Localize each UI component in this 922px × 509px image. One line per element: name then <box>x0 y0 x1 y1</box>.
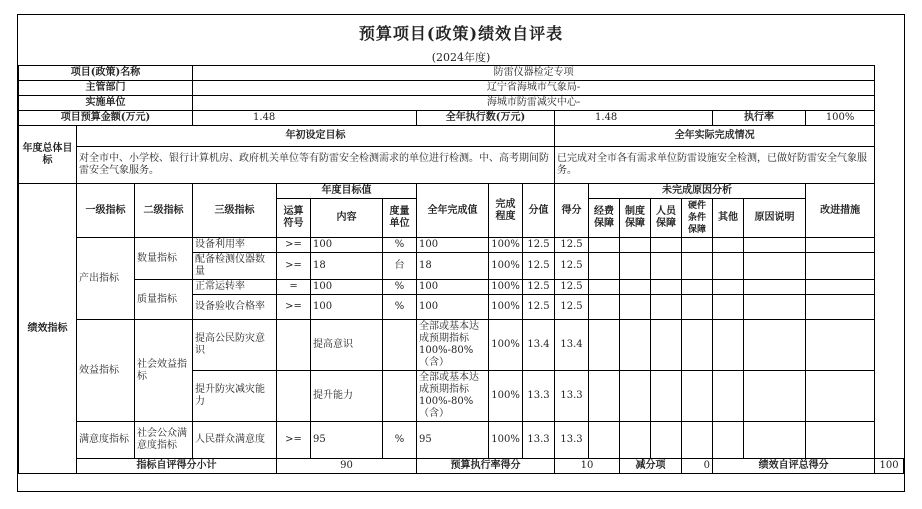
goal-section-label: 年度总体目标 <box>19 126 77 184</box>
indicator-unit: % <box>383 238 417 253</box>
indicator-value: 100 <box>417 238 489 253</box>
implementer-value: 海城市防雷减灾中心- <box>193 96 875 111</box>
goal-actual-label: 全年实际完成情况 <box>555 126 875 147</box>
budget-amount-value: 1.48 <box>193 111 417 126</box>
indicator-degree: 100% <box>489 280 523 295</box>
indicator-got: 13.4 <box>555 320 589 371</box>
header-r6: 原因说明 <box>744 199 806 238</box>
total-score-value: 100 <box>875 459 904 474</box>
indicator-score: 12.5 <box>523 238 555 253</box>
exec-rate-label: 执行率 <box>713 111 806 126</box>
indicator-unit: % <box>383 422 417 459</box>
indicator-l3: 配备检测仪器数量 <box>193 253 277 280</box>
department-label: 主管部门 <box>19 81 193 96</box>
indicator-op: >= <box>277 422 311 459</box>
header-r2: 制度保障 <box>620 199 651 238</box>
indicator-op <box>277 371 311 422</box>
row-goal-header <box>19 126 904 147</box>
project-name-value: 防雷仪器检定专项 <box>193 66 875 81</box>
indicator-score: 12.5 <box>523 253 555 280</box>
goal-actual-text: 已完成对全市各有需求单位防雷设施安全检测，已做好防雷安全气象服务。 <box>555 147 875 184</box>
indicator-l2: 社会公众满意度指标 <box>135 422 193 459</box>
header-r4: 硬件条件保障 <box>682 199 713 238</box>
indicator-unit: % <box>383 280 417 295</box>
indicator-score: 13.3 <box>523 371 555 422</box>
indicator-op <box>277 320 311 371</box>
indicator-degree: 100% <box>489 371 523 422</box>
header-level1: 一级指标 <box>77 184 135 238</box>
evaluation-table <box>18 65 904 474</box>
indicator-l2: 数量指标 <box>135 238 193 280</box>
indicator-got: 12.5 <box>555 253 589 280</box>
row-budget <box>19 111 904 126</box>
row-implementer <box>19 96 904 111</box>
indicator-l3: 设备利用率 <box>193 238 277 253</box>
header-fix: 改进措施 <box>806 184 875 238</box>
indicator-op: >= <box>277 253 311 280</box>
indicator-l2: 社会效益指标 <box>135 320 193 422</box>
indicator-value: 100 <box>417 295 489 320</box>
indicator-degree: 100% <box>489 253 523 280</box>
indicator-got: 12.5 <box>555 295 589 320</box>
header-op: 运算符号 <box>277 199 311 238</box>
indicator-op: = <box>277 280 311 295</box>
header-got: 得分 <box>555 184 589 238</box>
indicator-score: 13.4 <box>523 320 555 371</box>
indicator-unit <box>383 320 417 371</box>
goal-initial-label: 年初设定目标 <box>77 126 555 147</box>
indicator-unit: % <box>383 295 417 320</box>
table-row <box>19 422 904 459</box>
indicator-got: 13.3 <box>555 371 589 422</box>
indicator-value: 100 <box>417 280 489 295</box>
page-title: 预算项目(政策)绩效自评表 <box>358 24 564 43</box>
indicator-score: 12.5 <box>523 280 555 295</box>
header-level2: 二级指标 <box>135 184 193 238</box>
indicator-unit <box>383 371 417 422</box>
self-score-value: 90 <box>277 459 417 474</box>
indicator-got: 12.5 <box>555 238 589 253</box>
indicator-op: >= <box>277 295 311 320</box>
deduct-value: 0 <box>682 459 713 474</box>
indicator-l3: 人民群众满意度 <box>193 422 277 459</box>
indicator-content: 提升能力 <box>311 371 383 422</box>
header-r3: 人员保障 <box>651 199 682 238</box>
indicator-degree: 100% <box>489 320 523 371</box>
indicator-content: 100 <box>311 295 383 320</box>
indicator-degree: 100% <box>489 295 523 320</box>
indicator-l3: 提升防灾减灾能力 <box>193 371 277 422</box>
header-r1: 经费保障 <box>589 199 620 238</box>
header-degree: 完成程度 <box>489 184 523 238</box>
implementer-label: 实施单位 <box>19 96 193 111</box>
evaluation-sheet <box>17 14 905 492</box>
budget-amount-label: 项目预算金额(万元) <box>19 111 193 126</box>
header-level3: 三级指标 <box>193 184 277 238</box>
indicator-content: 100 <box>311 238 383 253</box>
department-value: 辽宁省海城市气象局- <box>193 81 875 96</box>
deduct-label: 减分项 <box>620 459 682 474</box>
indicator-l3: 提高公民防灾意识 <box>193 320 277 371</box>
indicator-unit: 台 <box>383 253 417 280</box>
indicator-op: >= <box>277 238 311 253</box>
indicator-content: 提高意识 <box>311 320 383 371</box>
year-label: (2024年度) <box>431 51 491 64</box>
indicator-value: 全部或基本达成预期指标100%-80%（含） <box>417 371 489 422</box>
row-goal-text <box>19 147 904 184</box>
row-department <box>19 81 904 96</box>
indicator-value: 全部或基本达成预期指标100%-80%（含） <box>417 320 489 371</box>
row-footer <box>19 459 904 474</box>
indicator-degree: 100% <box>489 238 523 253</box>
indicator-l3: 正常运转率 <box>193 280 277 295</box>
exec-amount-value: 1.48 <box>555 111 713 126</box>
perf-label: 绩效指标 <box>19 184 77 474</box>
row-header-1 <box>19 184 904 199</box>
indicator-content: 18 <box>311 253 383 280</box>
exec-score-value: 10 <box>555 459 620 474</box>
indicator-score: 12.5 <box>523 295 555 320</box>
indicator-value: 18 <box>417 253 489 280</box>
goal-initial-text: 对全市中、小学校、银行计算机房、政府机关单位等有防雷安全检测需求的单位进行检测。中、高考期间防雷安全气象服务。 <box>77 147 555 184</box>
indicator-content: 100 <box>311 280 383 295</box>
exec-rate-value: 100% <box>806 111 875 126</box>
header-unit: 度量单位 <box>383 199 417 238</box>
indicator-value: 95 <box>417 422 489 459</box>
table-row <box>19 280 904 295</box>
indicator-l1: 产出指标 <box>77 238 135 320</box>
indicator-score: 13.3 <box>523 422 555 459</box>
project-name-label: 项目(政策)名称 <box>19 66 193 81</box>
indicator-l1: 满意度指标 <box>77 422 135 459</box>
indicator-content: 95 <box>311 422 383 459</box>
table-row <box>19 320 904 371</box>
indicator-degree: 100% <box>489 422 523 459</box>
indicator-l1: 效益指标 <box>77 320 135 422</box>
row-project-name <box>19 66 904 81</box>
exec-score-label: 预算执行率得分 <box>417 459 555 474</box>
header-reason-group: 未完成原因分析 <box>589 184 806 199</box>
header-target-group: 年度目标值 <box>277 184 417 199</box>
self-score-label: 指标自评得分小计 <box>77 459 277 474</box>
header-score: 分值 <box>523 184 555 238</box>
indicator-got: 12.5 <box>555 280 589 295</box>
indicator-l2: 质量指标 <box>135 280 193 320</box>
table-row <box>19 238 904 253</box>
indicator-l3: 设备验收合格率 <box>193 295 277 320</box>
total-score-label: 绩效自评总得分 <box>713 459 875 474</box>
indicator-got: 13.3 <box>555 422 589 459</box>
header-full-year: 全年完成值 <box>417 184 489 238</box>
header-r5: 其他 <box>713 199 744 238</box>
exec-amount-label: 全年执行数(万元) <box>417 111 555 126</box>
header-content: 内容 <box>311 199 383 238</box>
